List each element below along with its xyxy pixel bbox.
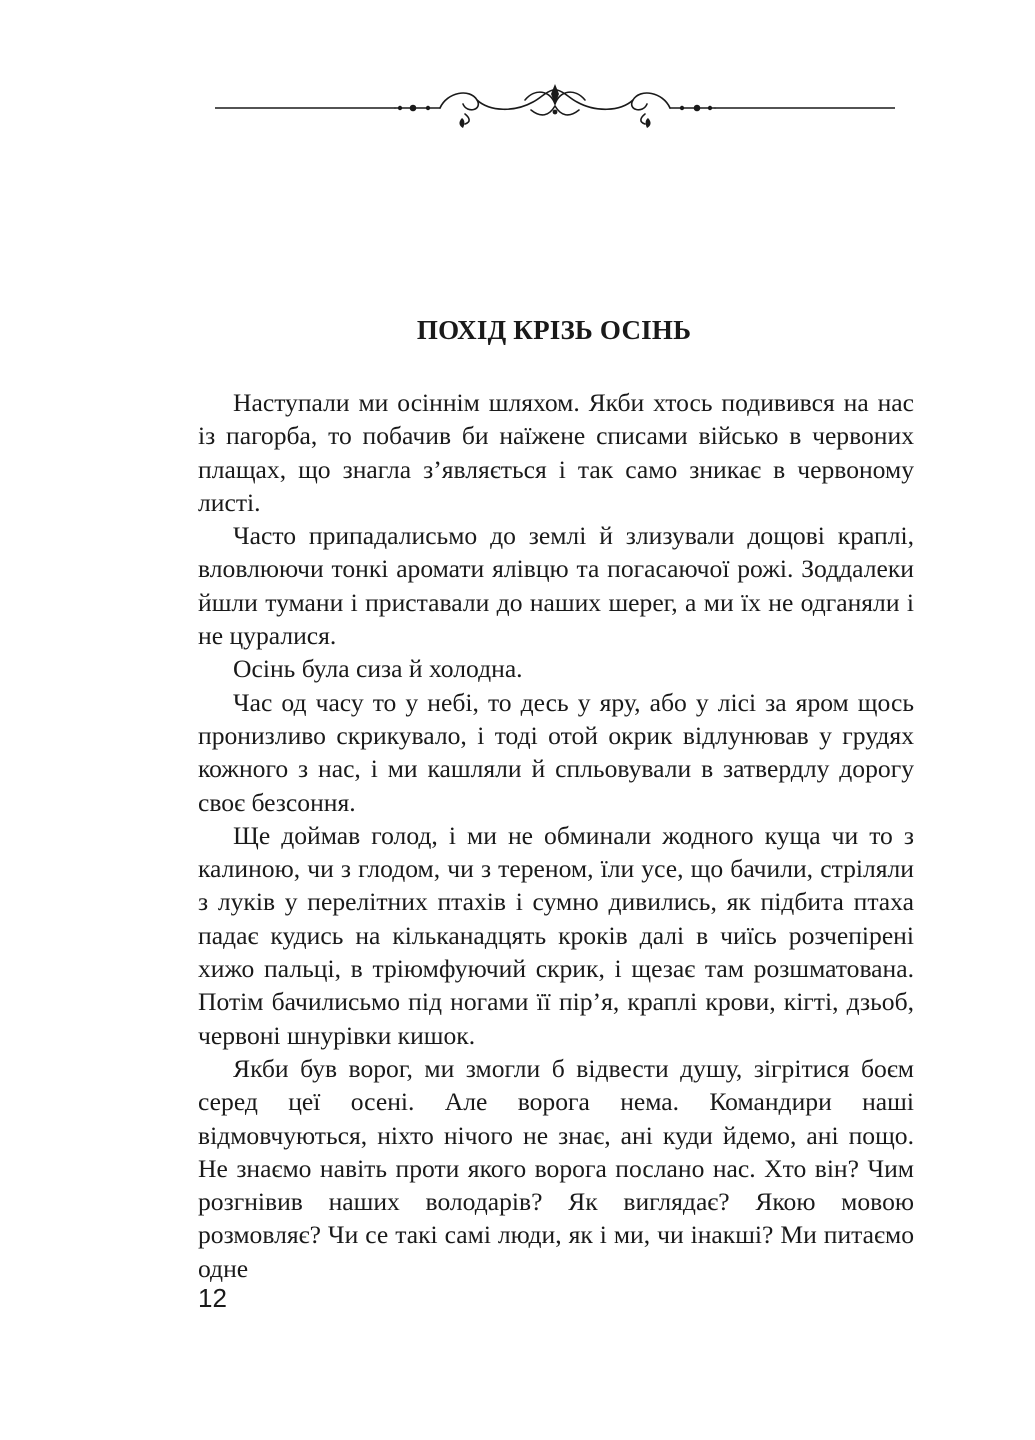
chapter-title: ПОХІД КРІЗЬ ОСІНЬ <box>416 315 692 345</box>
paragraph: Якби був ворог, ми змогли б відвести душу, зігрітися боєм серед цеї осені. Але ворога нема. Командири наші відмовчуються, ніхто нічого не знає, ані куди йдемо, ані пощо. Не знаємо навіть проти якого ворога послано нас. Хто він? Чим розгнівив наших володарів? Як виглядає? Якою мовою розмовляє? Чи се такі самі люди, як і ми, чи інакші? Ми питаємо одне <box>198 1053 914 1283</box>
paragraph: Час од часу то у небі, то десь у яру, або у лісі за яром щось пронизливо скрикувало, і тоді отой окрик відлунював у грудях кожного з нас, і ми кашляли й спльовували в затвердлу дорогу своє безсоння. <box>198 687 914 817</box>
paragraph: Ще доймав голод, і ми не обминали жодного куща чи то з калиною, чи з глодом, чи з тереном, їли усе, що бачили, стріляли з луків у перелітних птахів і сумно дивились, як підбита птаха падає кудись на кільканадцять кроків далі в чиїсь розчепірені хижо пальці, в тріюмфуючий скрик, і щезає там розшматована. Потім бачилисьмо під ногами її пір’я, краплі крови, кігті, дзьоб, червоні шнурівки кишок. <box>198 820 914 1050</box>
paragraph: Осінь була сиза й холодна. <box>233 654 523 684</box>
page-number: 12 <box>198 1283 227 1313</box>
paragraph: Наступали ми осіннім шляхом. Якби хтось подивився на нас із пагорба, то побачив би наїжене списами військо в червоних плащах, що знагла з’являється і так само зникає в червоному листі. <box>198 388 914 517</box>
ornament-divider <box>215 78 895 130</box>
body-text <box>198 386 914 1285</box>
paragraph: Часто припадалисьмо до землі й злизували дощові краплі, вловлюючи тонкі аромати ялівцю та погасаючої рожі. Зоддалеки йшли тумани і приставали до наших шерег, а ми їх не одганяли і не цуралися. <box>198 521 914 651</box>
